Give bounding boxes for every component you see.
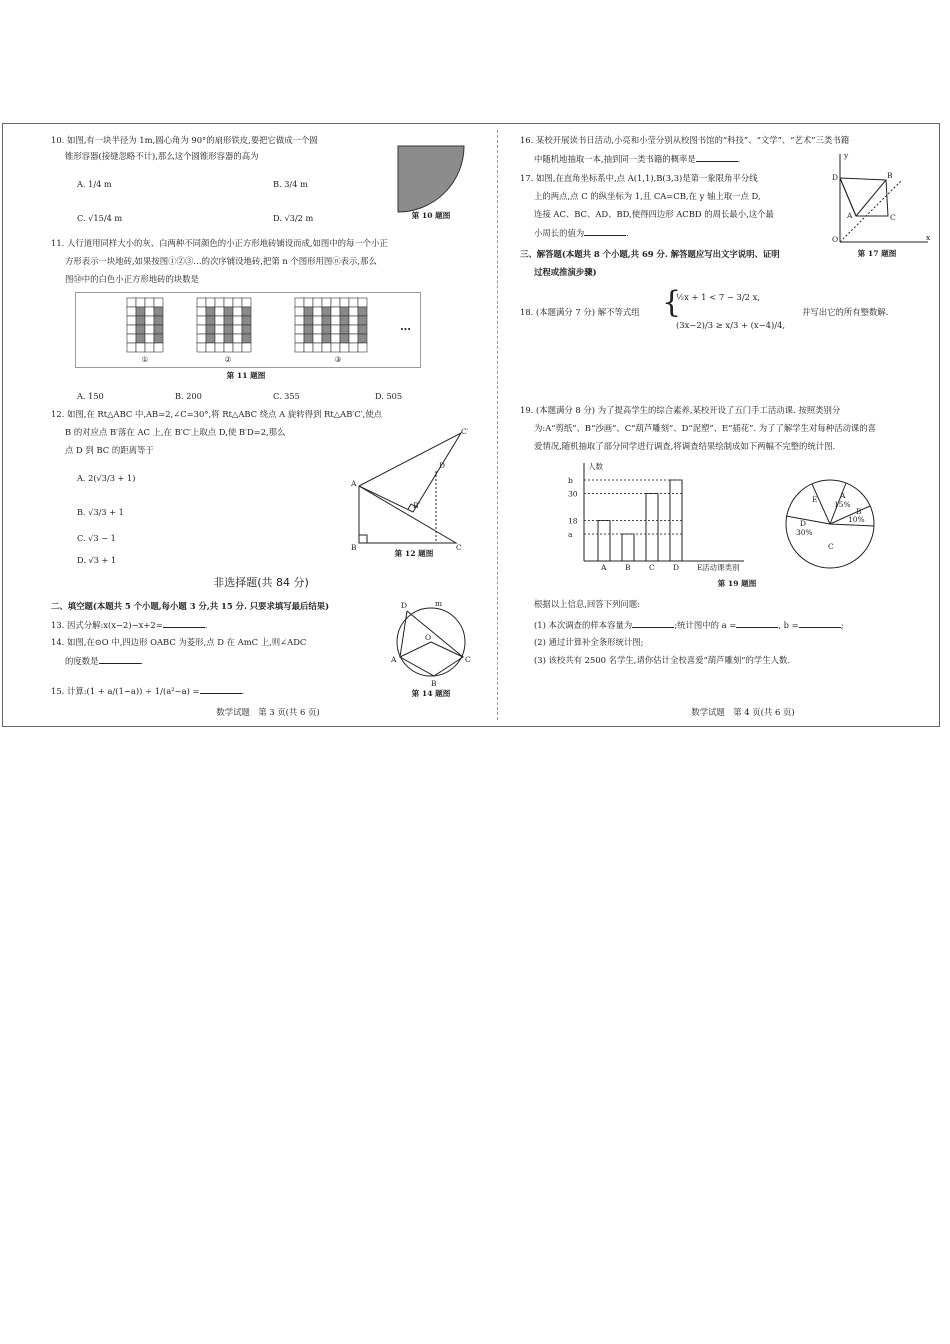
q10-stem-1: 10. 如图,有一块半径为 1m,圆心角为 90°的扇形铁皮,要把它做成一个圆 xyxy=(51,135,318,145)
white-tile xyxy=(331,307,340,316)
q12-label-a: A xyxy=(351,479,357,488)
q10-stem-2: 锥形容器(接缝忽略不计),那么这个圆锥形容器的高为 xyxy=(65,151,259,161)
gray-tile xyxy=(322,334,331,343)
q17-coordinate-figure xyxy=(832,152,932,244)
white-tile xyxy=(313,307,322,316)
white-tile xyxy=(215,325,224,334)
q17-caption: 第 17 题图 xyxy=(857,249,897,258)
bar-x-tick-D: D xyxy=(673,563,680,572)
bar-x-tick-E: E xyxy=(697,563,703,572)
pie-label-c: C xyxy=(828,542,834,551)
q14-line-2: 的度数是 . xyxy=(65,656,144,666)
white-tile xyxy=(145,325,154,334)
footer-right: 数学试题 第 4 页(共 6 页) xyxy=(691,707,795,717)
q11-option-c: C. 355 xyxy=(273,391,300,401)
white-tile xyxy=(242,343,251,352)
nonchoice-heading: 非选择题(共 84 分) xyxy=(213,576,309,589)
q10-option-c: C. √15/4 m xyxy=(77,213,123,223)
white-tile xyxy=(331,325,340,334)
white-tile xyxy=(127,316,136,325)
white-tile xyxy=(331,298,340,307)
gray-tile xyxy=(340,334,349,343)
white-tile xyxy=(358,298,367,307)
bar-y-label: 人数 xyxy=(588,462,603,471)
gray-tile xyxy=(136,325,145,334)
bar-y-tick-2: 30 xyxy=(568,489,578,499)
bar-A xyxy=(598,521,610,562)
white-tile xyxy=(145,298,154,307)
q10-option-b: B. 3/4 m xyxy=(273,179,308,189)
white-tile xyxy=(233,334,242,343)
q19-bar-chart xyxy=(564,461,744,573)
gray-tile xyxy=(304,307,313,316)
q19-sub-1: (1) 本次调查的样本容量为 ;统计图中的 a = , b = ; xyxy=(534,620,844,630)
q11-fig-label-3: ③ xyxy=(334,355,342,364)
gray-tile xyxy=(340,316,349,325)
q12-label-c: C xyxy=(456,543,462,552)
q10-option-a: A. 1/4 m xyxy=(77,179,112,189)
gray-tile xyxy=(136,334,145,343)
white-tile xyxy=(313,325,322,334)
white-tile xyxy=(127,298,136,307)
white-tile xyxy=(206,298,215,307)
gray-tile xyxy=(304,316,313,325)
bar-y-tick-3: b xyxy=(568,476,573,485)
white-tile xyxy=(197,307,206,316)
q11-option-a: A. 150 xyxy=(77,391,104,401)
q18-inequality-2: (3x−2)/3 ≥ x/3 + (x−4)/4, xyxy=(676,320,786,330)
bar-y-tick-0: a xyxy=(568,530,573,539)
white-tile xyxy=(313,343,322,352)
white-tile xyxy=(145,343,154,352)
white-tile xyxy=(322,298,331,307)
gray-tile xyxy=(224,325,233,334)
pie-label-d: D xyxy=(800,519,807,528)
q17-axis-x: x xyxy=(926,233,931,242)
section-3-heading-2: 过程或推演步骤) xyxy=(534,267,597,277)
q14-answer-blank[interactable] xyxy=(99,654,141,664)
q10-caption: 第 10 题图 xyxy=(411,211,451,220)
q11-stem-1: 11. 人行道用同样大小的灰、白两种不同颜色的小正方形地砖铺设而成,如图中的每一个小正 xyxy=(51,238,388,248)
white-tile xyxy=(197,298,206,307)
white-tile xyxy=(197,334,206,343)
section-2-heading: 二、填空题(本题共 5 个小题,每小题 3 分,共 15 分. 只要求填写最后结果) xyxy=(51,601,330,611)
white-tile xyxy=(340,298,349,307)
q11-tile-figures xyxy=(75,292,421,368)
q17-label-b: B xyxy=(887,171,893,180)
q19-line-1: 19. (本题满分 8 分) 为了提高学生的综合素养,某校开设了五门手工活动课. 按照类别分 xyxy=(520,405,841,415)
white-tile xyxy=(154,298,163,307)
white-tile xyxy=(349,307,358,316)
white-tile xyxy=(349,298,358,307)
q14-label-b: B xyxy=(431,679,437,688)
q19-a-blank[interactable] xyxy=(736,618,778,628)
white-tile xyxy=(145,334,154,343)
white-tile xyxy=(358,343,367,352)
gray-tile xyxy=(304,334,313,343)
q12-label-b: B xyxy=(351,543,357,552)
pie-label-a: A xyxy=(840,491,846,500)
white-tile xyxy=(154,343,163,352)
q19-caption: 第 19 题图 xyxy=(717,579,757,588)
q11-fig-label-2: ② xyxy=(224,355,232,364)
q18-brace: { xyxy=(662,285,682,320)
white-tile xyxy=(295,307,304,316)
white-tile xyxy=(295,334,304,343)
white-tile xyxy=(215,316,224,325)
pie-label-d-pct: 30% xyxy=(796,528,813,537)
white-tile xyxy=(295,298,304,307)
white-tile xyxy=(331,316,340,325)
q15-answer-blank[interactable] xyxy=(200,684,242,694)
q17-answer-blank[interactable] xyxy=(584,226,626,236)
q18-inequality-1: ½x + 1 < 7 − 3/2 x, xyxy=(676,292,761,302)
gray-tile xyxy=(136,307,145,316)
white-tile xyxy=(145,316,154,325)
gray-tile xyxy=(340,325,349,334)
white-tile xyxy=(197,325,206,334)
gray-tile xyxy=(322,325,331,334)
white-tile xyxy=(340,343,349,352)
white-tile xyxy=(136,298,145,307)
q17-label-d: D xyxy=(832,173,839,182)
white-tile xyxy=(349,325,358,334)
white-tile xyxy=(233,298,242,307)
white-tile xyxy=(224,343,233,352)
gray-tile xyxy=(224,307,233,316)
white-tile xyxy=(349,316,358,325)
q12-option-d: D. √3 + 1 xyxy=(77,555,117,565)
pie-label-e: E xyxy=(812,495,818,504)
q19-sample-size-blank[interactable] xyxy=(632,618,674,628)
white-tile xyxy=(145,307,154,316)
gray-tile xyxy=(224,316,233,325)
gray-tile xyxy=(154,316,163,325)
white-tile xyxy=(304,343,313,352)
gray-tile xyxy=(154,307,163,316)
gray-tile xyxy=(358,325,367,334)
q17-line-1: 17. 如图,在直角坐标系中,点 A(1,1),B(3,3)是第一象限角平分线 xyxy=(520,173,758,183)
pie-label-b-pct: 10% xyxy=(848,515,865,524)
white-tile xyxy=(127,307,136,316)
white-tile xyxy=(197,343,206,352)
white-tile xyxy=(322,343,331,352)
white-tile xyxy=(295,316,304,325)
q11-option-d: D. 505 xyxy=(375,391,403,401)
q10-sector-figure xyxy=(396,144,466,214)
gray-tile xyxy=(322,316,331,325)
q19-b-blank[interactable] xyxy=(799,618,841,628)
q11-caption: 第 11 题图 xyxy=(226,371,266,380)
q19-line-3: 爱情况,随机抽取了部分同学进行调查,将调查结果绘制成如下两幅不完整的统计图. xyxy=(534,441,836,451)
q19-sub-3: (3) 该校共有 2500 名学生,请你估计全校喜爱“葫芦雕刻”的学生人数. xyxy=(534,655,791,665)
gray-tile xyxy=(206,334,215,343)
gray-tile xyxy=(242,316,251,325)
gray-tile xyxy=(136,316,145,325)
gray-tile xyxy=(304,325,313,334)
gray-tile xyxy=(322,307,331,316)
q17-origin: O xyxy=(832,235,839,244)
gray-tile xyxy=(358,334,367,343)
bar-x-tick-B: B xyxy=(625,563,631,572)
white-tile xyxy=(349,334,358,343)
white-tile xyxy=(206,343,215,352)
exam-sheet xyxy=(2,123,940,727)
white-tile xyxy=(215,298,224,307)
white-tile xyxy=(215,334,224,343)
white-tile xyxy=(197,316,206,325)
q12-stem-2: B 的对应点 B′落在 AC 上,在 B′C′上取点 D,使 B′D=2,那么 xyxy=(65,427,286,437)
q16-line-1: 16. 某校开展读书日活动,小亮和小莹分别从校图书馆的“科技”、“文学”、“艺术”三类书籍 xyxy=(520,135,850,145)
white-tile xyxy=(331,343,340,352)
q12-label-d: D xyxy=(439,461,446,470)
q13: 13. 因式分解:x(x−2)−x+2= . xyxy=(51,620,208,630)
q10-option-d: D. √3/2 m xyxy=(273,213,314,223)
gray-tile xyxy=(358,307,367,316)
white-tile xyxy=(295,343,304,352)
gray-tile xyxy=(206,316,215,325)
section-3-heading-1: 三、解答题(本题共 8 个小题,共 69 分. 解答题应写出文字说明、证明 xyxy=(520,249,780,259)
gray-tile xyxy=(206,307,215,316)
q11-ellipsis: … xyxy=(400,320,411,333)
q17-line-4: 小周长的值为 . xyxy=(534,228,629,238)
white-tile xyxy=(313,334,322,343)
white-tile xyxy=(127,343,136,352)
q14-label-o: O xyxy=(425,633,432,642)
q12-caption: 第 12 题图 xyxy=(394,549,434,558)
white-tile xyxy=(313,298,322,307)
q11-stem-2: 方形表示一块地砖,如果按图①②③…的次序铺设地砖,把第 n 个图形用图ⓝ表示,那么 xyxy=(65,256,377,266)
q12-option-c: C. √3 − 1 xyxy=(77,533,116,543)
white-tile xyxy=(349,343,358,352)
q12-triangle-figure xyxy=(351,428,471,550)
q14-label-a: A xyxy=(391,655,397,664)
q18-tail: 并写出它的所有整数解. xyxy=(802,307,889,317)
pie-label-a-pct: 15% xyxy=(834,500,851,509)
white-tile xyxy=(215,307,224,316)
bar-y-tick-1: 18 xyxy=(568,516,578,526)
q11-stem-3: 图㊿中的白色小正方形地砖的块数是 xyxy=(65,274,199,284)
q19-intro: 根据以上信息,回答下列问题: xyxy=(534,599,640,609)
q14-label-d: D xyxy=(401,601,408,610)
q18-lead: 18. (本题满分 7 分) 解不等式组 xyxy=(520,307,640,317)
white-tile xyxy=(242,298,251,307)
gray-tile xyxy=(242,307,251,316)
gray-tile xyxy=(242,334,251,343)
white-tile xyxy=(215,343,224,352)
q16-line-2: 中随机地抽取一本,抽到同一类书籍的概率是 . xyxy=(534,154,741,164)
q17-axis-y: y xyxy=(844,151,849,160)
q14-circle-figure xyxy=(391,600,471,686)
bar-x-tick-A: A xyxy=(601,563,607,572)
q15: 15. 计算:(1 + a/(1−a)) ÷ 1/(a²−a) = . xyxy=(51,686,245,696)
gray-tile xyxy=(358,316,367,325)
bar-B xyxy=(622,534,634,561)
q17-line-2: 上的两点,点 C 的纵坐标为 1,且 CA=CB,在 y 轴上取一点 D, xyxy=(534,191,761,201)
white-tile xyxy=(313,316,322,325)
q14-label-m: m xyxy=(435,599,443,608)
pie-label-b: B xyxy=(856,507,862,516)
white-tile xyxy=(136,343,145,352)
q14-line-1: 14. 如图,在⊙O 中,四边形 OABC 为菱形,点 D 在 AmC 上,则∠ADC xyxy=(51,637,307,647)
white-tile xyxy=(233,307,242,316)
gray-tile xyxy=(154,325,163,334)
gray-tile xyxy=(206,325,215,334)
q19-sub-2: (2) 通过计算补全条形统计图; xyxy=(534,637,644,647)
gray-tile xyxy=(224,334,233,343)
q19-line-2: 为:A“剪纸”、B“沙画”、C“葫芦雕刻”、D“泥塑”、E“插花”. 为了了解学生对每种活动课的喜 xyxy=(534,423,877,433)
bar-x-tick-C: C xyxy=(649,563,655,572)
white-tile xyxy=(224,298,233,307)
q17-line-3: 连接 AC、BC、AD、BD,使得四边形 ACBD 的周长最小,这个最 xyxy=(534,209,774,219)
white-tile xyxy=(127,334,136,343)
white-tile xyxy=(295,325,304,334)
q19-pie-chart xyxy=(782,476,882,572)
q12-label-b-prime: B′ xyxy=(413,501,421,510)
q13-answer-blank[interactable] xyxy=(163,618,205,628)
gray-tile xyxy=(340,307,349,316)
gray-tile xyxy=(154,334,163,343)
q14-caption: 第 14 题图 xyxy=(411,689,451,698)
q12-option-a: A. 2(√3/3 + 1) xyxy=(77,473,136,483)
white-tile xyxy=(331,334,340,343)
gray-tile xyxy=(242,325,251,334)
q12-label-c-prime: C′ xyxy=(461,427,469,436)
q14-label-c: C xyxy=(465,655,471,664)
bar-x-label: 活动课类别 xyxy=(702,563,740,572)
q12-stem-3: 点 D 到 BC 的距离等于 xyxy=(65,445,154,455)
white-tile xyxy=(233,343,242,352)
bar-C xyxy=(646,494,658,562)
footer-left: 数学试题 第 3 页(共 6 页) xyxy=(216,707,320,717)
q11-fig-label-1: ① xyxy=(141,355,149,364)
white-tile xyxy=(304,298,313,307)
white-tile xyxy=(233,325,242,334)
white-tile xyxy=(127,325,136,334)
white-tile xyxy=(233,316,242,325)
page-divider xyxy=(497,130,498,720)
q11-option-b: B. 200 xyxy=(175,391,202,401)
q16-answer-blank[interactable] xyxy=(696,152,738,162)
q17-label-a: A xyxy=(847,211,853,220)
q17-label-c: C xyxy=(890,213,896,222)
q12-option-b: B. √3/3 + 1 xyxy=(77,507,124,517)
q12-stem-1: 12. 如图,在 Rt△ABC 中,AB=2,∠C=30°,将 Rt△ABC 绕点 A 旋转得到 Rt△AB′C′,使点 xyxy=(51,409,382,419)
